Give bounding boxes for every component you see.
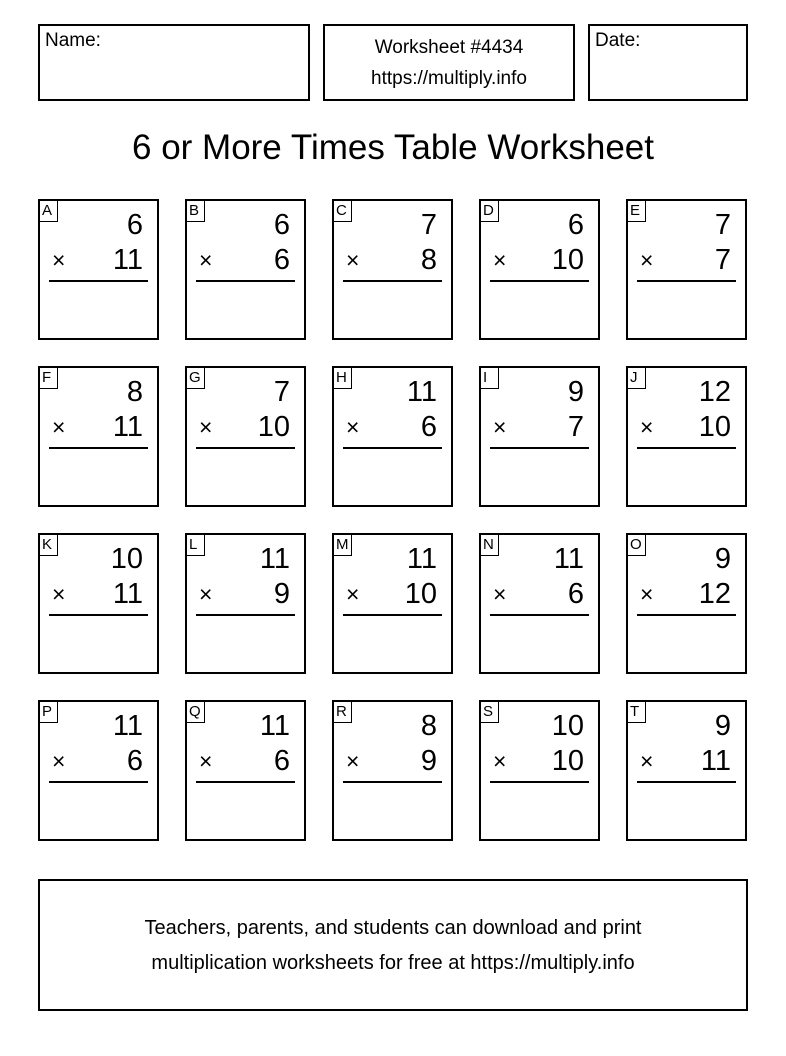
problem-card-l[interactable] [185, 533, 306, 674]
problem-letter: M [334, 535, 352, 556]
problem-letter: D [481, 201, 499, 222]
problem-letter: L [187, 535, 205, 556]
problem-card-j[interactable] [626, 366, 747, 507]
multiplier: 6 [567, 578, 584, 610]
footer-line-1: Teachers, parents, and students can download and print [144, 917, 642, 939]
times-sign: × [346, 581, 360, 607]
answer-line [196, 614, 295, 616]
answer-line [637, 781, 736, 783]
multiplicand: 11 [259, 543, 290, 575]
problem-letter: I [481, 368, 499, 389]
footer-box [38, 879, 748, 1011]
problem-card-i[interactable] [479, 366, 600, 507]
multiplicand: 7 [420, 209, 437, 241]
multiplier: 11 [112, 244, 143, 276]
times-sign: × [199, 581, 213, 607]
problem-card-k[interactable] [38, 533, 159, 674]
multiplicand: 6 [126, 209, 143, 241]
times-sign: × [493, 748, 507, 774]
problem-letter: K [40, 535, 58, 556]
answer-line [49, 781, 148, 783]
multiplicand: 7 [714, 209, 731, 241]
problem-letter: Q [187, 702, 205, 723]
times-sign: × [199, 414, 213, 440]
multiplier: 6 [126, 745, 143, 777]
multiplicand: 7 [273, 376, 290, 408]
problem-card-h[interactable] [332, 366, 453, 507]
problem-letter: E [628, 201, 646, 222]
problem-card-q[interactable] [185, 700, 306, 841]
multiplier: 10 [404, 578, 437, 610]
times-sign: × [493, 414, 507, 440]
problem-card-t[interactable] [626, 700, 747, 841]
times-sign: × [52, 414, 66, 440]
times-sign: × [346, 414, 360, 440]
times-sign: × [52, 247, 66, 273]
problem-letter: S [481, 702, 499, 723]
multiplier: 11 [112, 411, 143, 443]
problem-card-d[interactable] [479, 199, 600, 340]
answer-line [196, 781, 295, 783]
answer-line [637, 614, 736, 616]
problem-letter: N [481, 535, 499, 556]
answer-line [490, 280, 589, 282]
multiplicand: 9 [714, 543, 731, 575]
problem-card-n[interactable] [479, 533, 600, 674]
multiplicand: 8 [126, 376, 143, 408]
problem-letter: O [628, 535, 646, 556]
answer-line [343, 614, 442, 616]
answer-line [343, 781, 442, 783]
times-sign: × [346, 748, 360, 774]
problem-card-b[interactable] [185, 199, 306, 340]
times-sign: × [640, 581, 654, 607]
times-sign: × [640, 414, 654, 440]
problem-card-s[interactable] [479, 700, 600, 841]
problem-card-o[interactable] [626, 533, 747, 674]
multiplier: 6 [420, 411, 437, 443]
multiplicand: 6 [567, 209, 584, 241]
answer-line [343, 280, 442, 282]
multiplier: 10 [551, 244, 584, 276]
times-sign: × [493, 247, 507, 273]
multiplicand: 10 [110, 543, 143, 575]
multiplicand: 9 [567, 376, 584, 408]
answer-line [49, 280, 148, 282]
worksheet-number: Worksheet #4434 [374, 37, 524, 58]
multiplier: 7 [567, 411, 584, 443]
multiplier: 6 [273, 745, 290, 777]
problem-letter: B [187, 201, 205, 222]
problem-letter: C [334, 201, 352, 222]
footer-line-2: multiplication worksheets for free at https://multiply.info [151, 952, 635, 974]
answer-line [490, 447, 589, 449]
answer-line [49, 614, 148, 616]
multiplicand: 8 [420, 710, 437, 742]
problem-card-a[interactable] [38, 199, 159, 340]
problem-letter: P [40, 702, 58, 723]
name-field[interactable] [38, 24, 310, 101]
times-sign: × [493, 581, 507, 607]
problem-letter: J [628, 368, 646, 389]
problem-card-g[interactable] [185, 366, 306, 507]
multiplier: 10 [698, 411, 731, 443]
times-sign: × [199, 247, 213, 273]
page-title: 6 or More Times Table Worksheet [132, 128, 654, 167]
problem-letter: H [334, 368, 352, 389]
date-field[interactable] [588, 24, 748, 101]
multiplicand: 11 [259, 710, 290, 742]
multiplier: 9 [420, 745, 437, 777]
multiplicand: 12 [698, 376, 731, 408]
times-sign: × [640, 748, 654, 774]
times-sign: × [199, 748, 213, 774]
problem-letter: T [628, 702, 646, 723]
multiplier: 12 [698, 578, 731, 610]
multiplier: 10 [551, 745, 584, 777]
problem-card-r[interactable] [332, 700, 453, 841]
multiplier: 9 [273, 578, 290, 610]
answer-line [196, 447, 295, 449]
multiplier: 10 [257, 411, 290, 443]
problem-card-m[interactable] [332, 533, 453, 674]
multiplicand: 11 [406, 376, 437, 408]
date-label: Date: [595, 30, 641, 51]
problem-letter: G [187, 368, 205, 389]
multiplier: 6 [273, 244, 290, 276]
answer-line [490, 614, 589, 616]
answer-line [490, 781, 589, 783]
multiplier: 7 [714, 244, 731, 276]
worksheet-url: https://multiply.info [371, 68, 527, 89]
multiplicand: 11 [406, 543, 437, 575]
times-sign: × [52, 581, 66, 607]
times-sign: × [346, 247, 360, 273]
problem-card-f[interactable] [38, 366, 159, 507]
answer-line [637, 280, 736, 282]
problem-letter: A [40, 201, 58, 222]
answer-line [637, 447, 736, 449]
answer-line [196, 280, 295, 282]
problem-letter: F [40, 368, 58, 389]
multiplicand: 11 [553, 543, 584, 575]
answer-line [343, 447, 442, 449]
worksheet-info-box [323, 24, 575, 101]
multiplier: 8 [420, 244, 437, 276]
multiplicand: 6 [273, 209, 290, 241]
times-sign: × [640, 247, 654, 273]
multiplicand: 10 [551, 710, 584, 742]
multiplicand: 11 [112, 710, 143, 742]
problem-card-e[interactable] [626, 199, 747, 340]
multiplier: 11 [700, 745, 731, 777]
multiplicand: 9 [714, 710, 731, 742]
problem-card-p[interactable] [38, 700, 159, 841]
name-label: Name: [45, 30, 101, 51]
answer-line [49, 447, 148, 449]
problem-letter: R [334, 702, 352, 723]
times-sign: × [52, 748, 66, 774]
multiplier: 11 [112, 578, 143, 610]
problem-card-c[interactable] [332, 199, 453, 340]
